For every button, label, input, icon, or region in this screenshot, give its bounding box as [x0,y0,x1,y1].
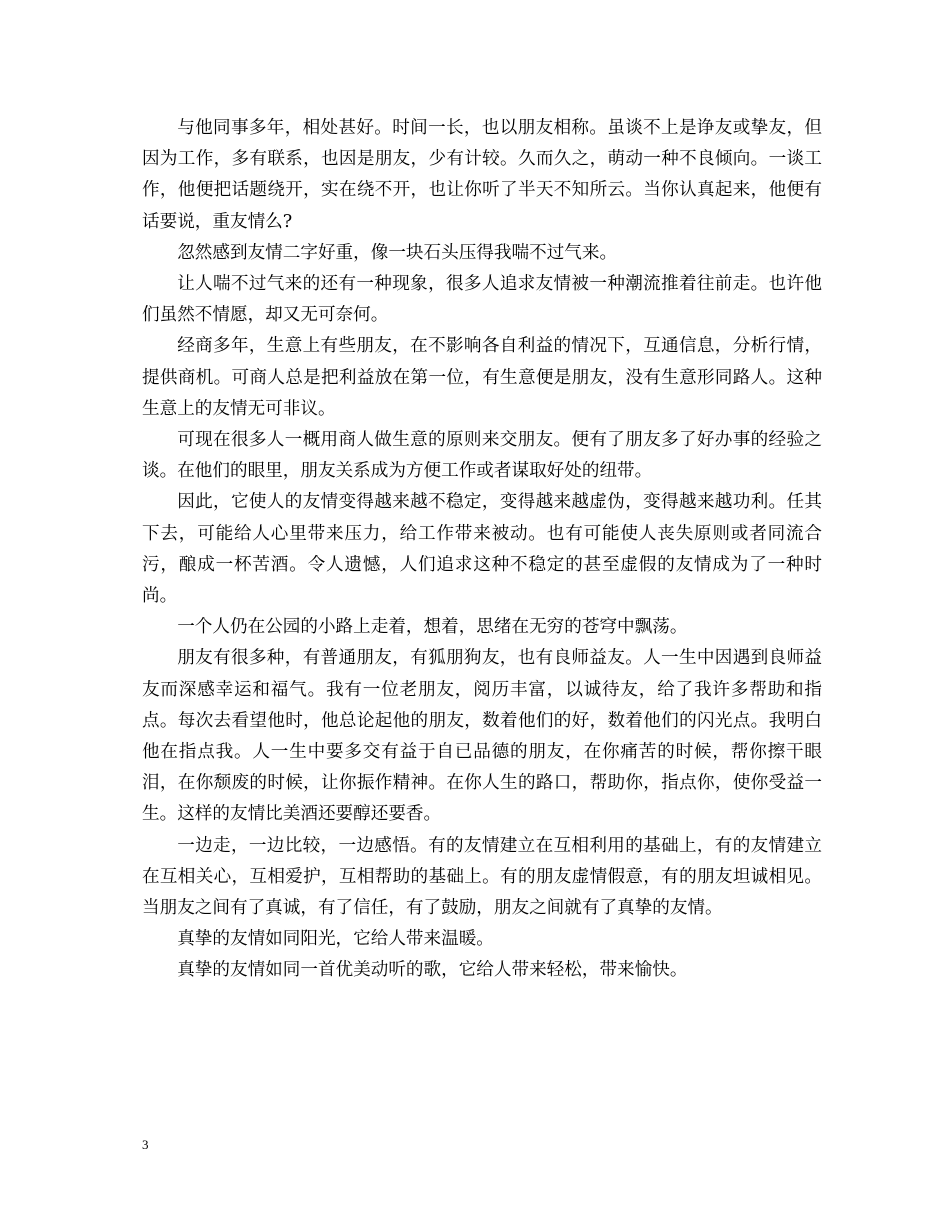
paragraph: 可现在很多人一概用商人做生意的原则来交朋友。便有了朋友多了好办事的经验之谈。在他们的眼里，朋友关系成为方便工作或者谋取好处的纽带。 [142,430,822,482]
document-body [142,113,822,987]
paragraph: 忽然感到友情二字好重，像一块石头压得我喘不过气来。 [177,242,618,263]
paragraph: 让人喘不过气来的还有一种现象，很多人追求友情被一种潮流推着往前走。也许他们虽然不情愿，却又无可奈何。 [142,274,822,326]
paragraph: 经商多年，生意上有些朋友，在不影响各自利益的情况下，互通信息，分析行情，提供商机。可商人总是把利益放在第一位，有生意便是朋友，没有生意形同路人。这种生意上的友情无可非议。 [142,336,822,419]
paragraph: 一个人仍在公园的小路上走着，想着，思绪在无穷的苍穹中飘荡。 [177,617,688,638]
paragraph: 真挚的友情如同阳光，它给人带来温暖。 [177,929,494,950]
paragraph: 朋友有很多种，有普通朋友，有狐朋狗友，也有良师益友。人一生中因遇到良师益友而深感幸运和福气。我有一位老朋友，阅历丰富，以诚待友，给了我许多帮助和指点。每次去看望他时，他总论起他的朋友，数着他们的好，数着他们的闪光点。我明白他在指点我。人一生中要多交有益于自已品德的朋友，在你痛苦的时候，帮你擦干眼泪，在你颓废的时候，让你振作精神。在你人生的路口，帮助你，指点你，使你受益一生。这样的友情比美酒还要醇还要香。 [142,648,822,825]
paragraph: 一边走，一边比较，一边感悟。有的友情建立在互相利用的基础上，有的友情建立在互相关心，互相爱护，互相帮助的基础上。有的朋友虚情假意，有的朋友坦诚相见。当朋友之间有了真诚，有了信任，有了鼓励，朋友之间就有了真挚的友情。 [142,835,822,919]
paragraph: 真挚的友情如同一首优美动听的歌，它给人带来轻松，带来愉快。 [177,960,688,981]
page-number: 3 [142,1137,149,1152]
paragraph: 因此，它使人的友情变得越来越不稳定，变得越来越虚伪，变得越来越功利。任其下去，可能给人心里带来压力，给工作带来被动。也有可能使人丧失原则或者同流合污，酿成一杯苦酒。令人遗憾，人们追求这种不稳定的甚至虚假的友情成为了一种时尚。 [142,492,822,607]
paragraph: 与他同事多年，相处甚好。时间一长，也以朋友相称。虽谈不上是诤友或挚友，但因为工作，多有联系，也因是朋友，少有计较。久而久之，萌动一种不良倾向。一谈工作，他便把话题绕开，实在绕不开，也让你听了半天不知所云。当你认真起来，他便有话要说，重友情么? [142,118,822,232]
